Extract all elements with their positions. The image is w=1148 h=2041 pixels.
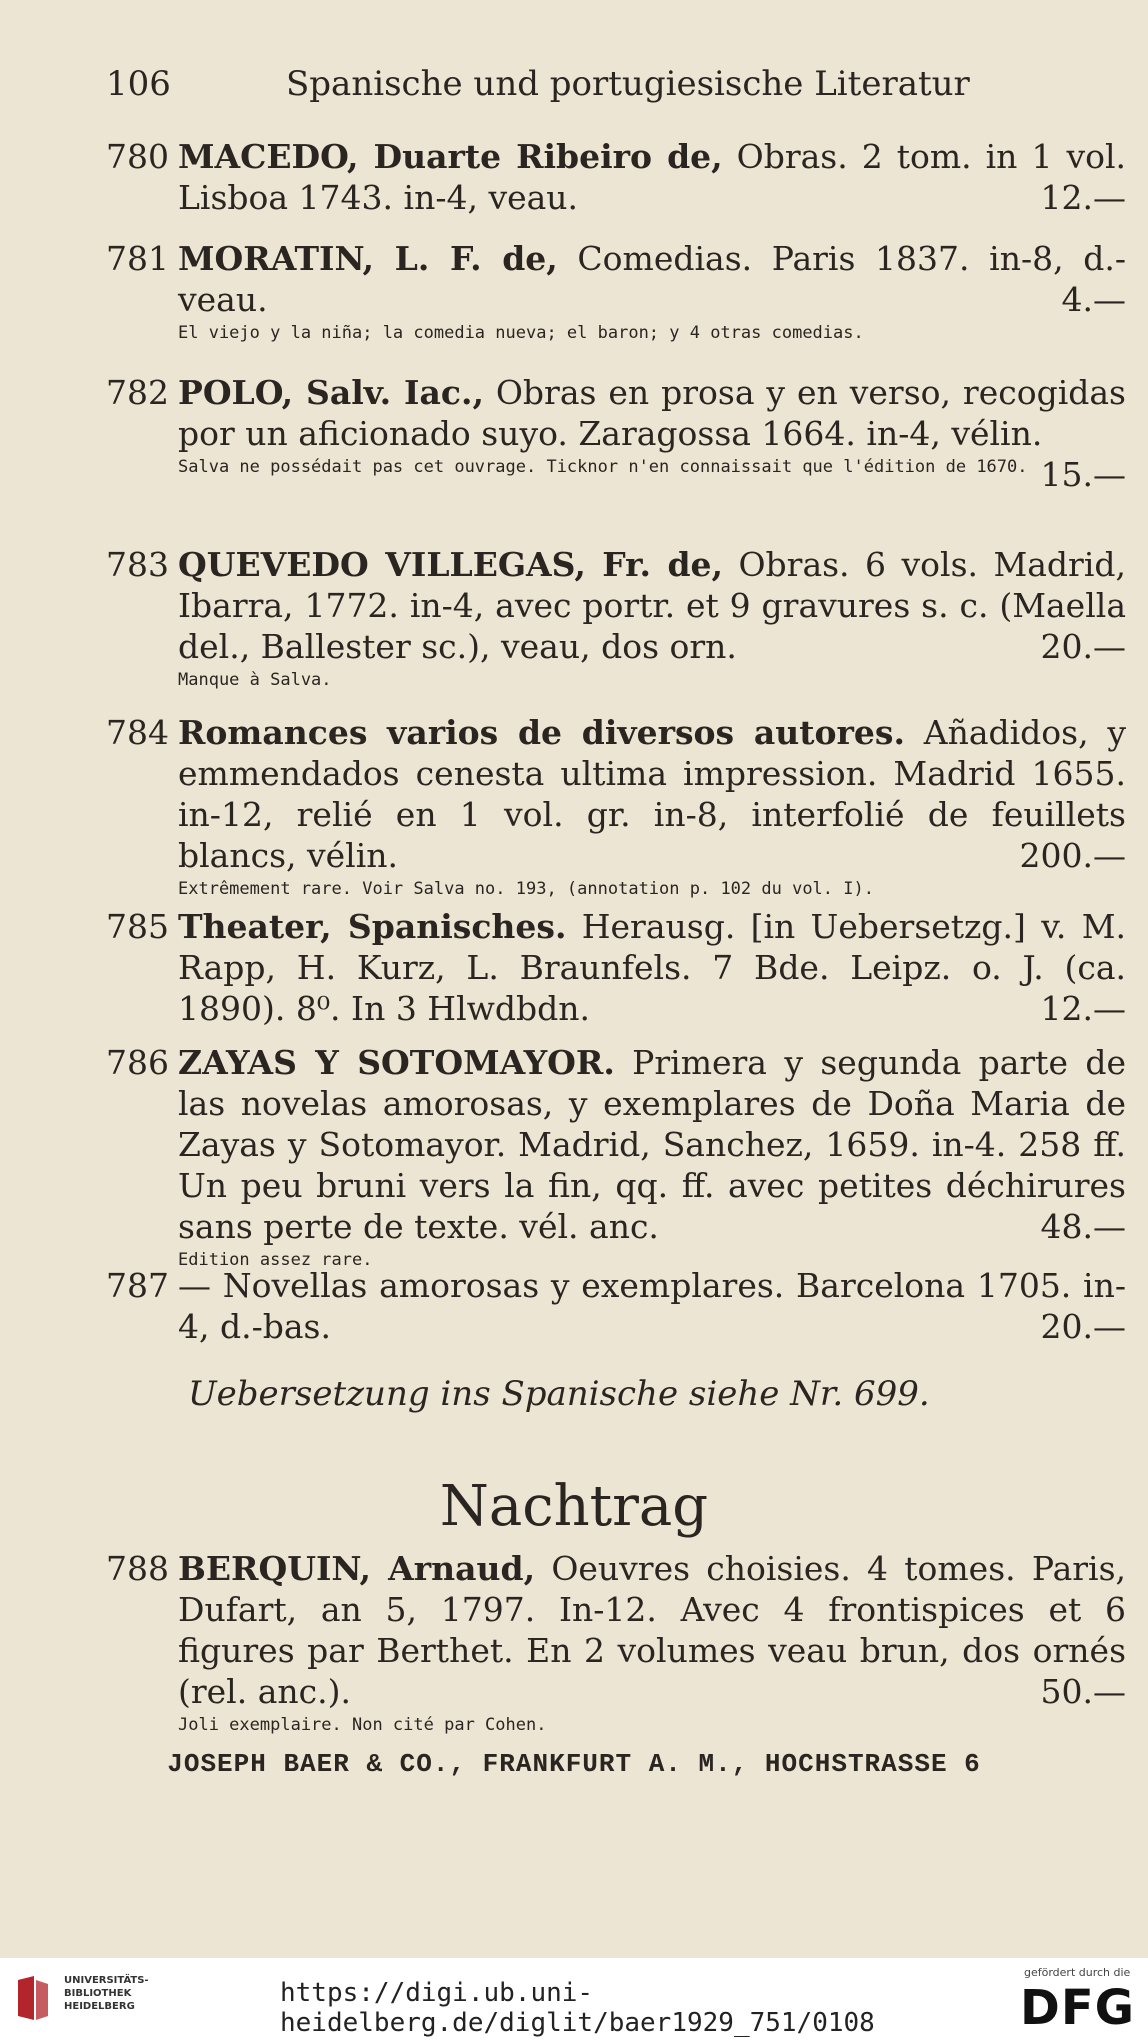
lot-number: 783 [106,545,169,584]
entry-author: MACEDO, Duarte Ribeiro de, [178,137,723,176]
catalog-entry [106,906,1126,1029]
entry-description: Añadidos, y emmendados cenesta ultima impression. Madrid 1655. in-12, relié en 1 vol. gr. in-8, interfolié de feuillets blancs, vélin. [178,713,1126,875]
catalog-entry [106,136,1126,218]
entry-price: 20.— [1040,627,1126,666]
viewer-bar [0,1958,1148,2041]
entry-price: 15.— [1040,455,1126,494]
entry-description: Obras. 2 tom. in 1 vol. Lisboa 1743. in-4, veau. [178,137,1127,217]
lot-number: 787 [106,1266,169,1305]
entry-description: Obras en prosa y en verso, recogidas por un aficionado suyo. Zaragossa 1664. in-4, vélin. [178,373,1126,453]
entry-price: 20.— [1040,1307,1126,1346]
entry-note: Joli exemplaire. Non cité par Cohen. [178,1715,547,1735]
entry-text [178,906,1126,1029]
entry-text [178,136,1126,218]
catalog-entry [106,1548,1126,1736]
entry-author: QUEVEDO VILLEGAS, Fr. de, [178,545,724,584]
entry-text [178,712,1126,876]
page-url[interactable]: https://digi.ub.uni-heidelberg.de/diglit/baer1929_751/0108 [280,1978,875,2038]
lot-number: 781 [106,239,169,278]
lot-number: 784 [106,713,169,752]
catalog-entry [106,238,1126,344]
running-title: Spanische und portugiesische Literatur [286,64,970,104]
entry-description: Primera y segunda parte de las novelas amorosas, y exemplares de Doña Maria de Zayas y Sotomayor. Madrid, Sanchez, 1659. in-4. 258 ff. Un peu bruni vers la fin, qq. ff. avec petites déchirures sans perte de texte. vél. anc. [178,1043,1126,1246]
entry-author: Theater, Spanisches. [178,907,567,946]
entry-description: Comedias. Paris 1837. in-8, d.-veau. [178,239,1126,319]
library-logo-text: UNIVERSITÄTS- BIBLIOTHEK HEIDELBERG [64,1975,149,2012]
entry-description: Obras. 6 vols. Madrid, Ibarra, 1772. in-4, avec portr. et 9 gravures s. c. (Maella del., Ballester sc.), veau, dos orn. [178,545,1126,666]
entry-note: Edition assez rare. [178,1250,373,1270]
entry-text [178,238,1126,320]
entry-note: Manque à Salva. [178,670,332,690]
entry-text [178,1548,1126,1712]
entry-note: Extrêmement rare. Voir Salva no. 193, (annotation p. 102 du vol. I). [178,879,874,899]
cross-reference: Uebersetzung ins Spanische siehe Nr. 699. [188,1374,930,1414]
publisher-footer: JOSEPH BAER & CO., FRANKFURT A. M., HOCHSTRASSE 6 [167,1749,981,1779]
funding-note: gefördert durch die [1024,1966,1131,1979]
entry-price: 48.— [1040,1207,1126,1246]
entry-author: Romances varios de diversos autores. [178,713,905,752]
dfg-logo[interactable]: DFG [1020,1980,1136,2036]
lot-number: 786 [106,1043,169,1082]
entry-price: 12.— [1040,178,1126,217]
lot-number: 782 [106,373,169,412]
entry-price: 50.— [1040,1672,1126,1711]
entry-price: 12.— [1040,989,1126,1028]
entry-price: 4.— [1061,280,1126,319]
page-header [106,64,1126,110]
entry-note: Salva ne possédait pas cet ouvrage. Ticknor n'en connaissait que l'édition de 1670. [178,457,1028,477]
entry-author: POLO, Salv. Iac., [178,373,484,412]
entry-author: BERQUIN, Arnaud, [178,1549,536,1588]
library-logo-icon [14,1972,52,2024]
entry-description: Herausg. [in Uebersetzg.] v. M. Rapp, H. Kurz, L. Braunfels. 7 Bde. Leipz. o. J. (ca. 1890). 8⁰. In 3 Hlwdbdn. [178,907,1126,1028]
entry-author: MORATIN, L. F. de, [178,239,558,278]
entry-price: 200.— [1019,836,1126,875]
lot-number: 785 [106,907,169,946]
entry-description: — Novellas amorosas y exemplares. Barcelona 1705. in-4, d.-bas. [178,1266,1126,1346]
entry-description: Oeuvres choisies. 4 tomes. Paris, Dufart, an 5, 1797. In-12. Avec 4 frontispices et 6 figures par Berthet. En 2 volumes veau brun, dos ornés (rel. anc.). [178,1549,1126,1711]
lot-number: 780 [106,137,169,176]
catalog-entry [106,372,1126,495]
entry-note: El viejo y la niña; la comedia nueva; el baron; y 4 otras comedias. [178,323,864,343]
catalog-entry [106,712,1126,900]
catalog-entry [106,1042,1126,1271]
entry-author: ZAYAS Y SOTOMAYOR. [178,1043,615,1082]
entry-text [178,544,1126,667]
entry-text [178,1265,1126,1347]
page-number: 106 [106,64,171,104]
catalog-entry [106,1265,1126,1347]
catalog-entry [106,544,1126,691]
section-title: Nachtrag [439,1474,709,1539]
entry-text [178,1042,1126,1247]
lot-number: 788 [106,1549,169,1588]
